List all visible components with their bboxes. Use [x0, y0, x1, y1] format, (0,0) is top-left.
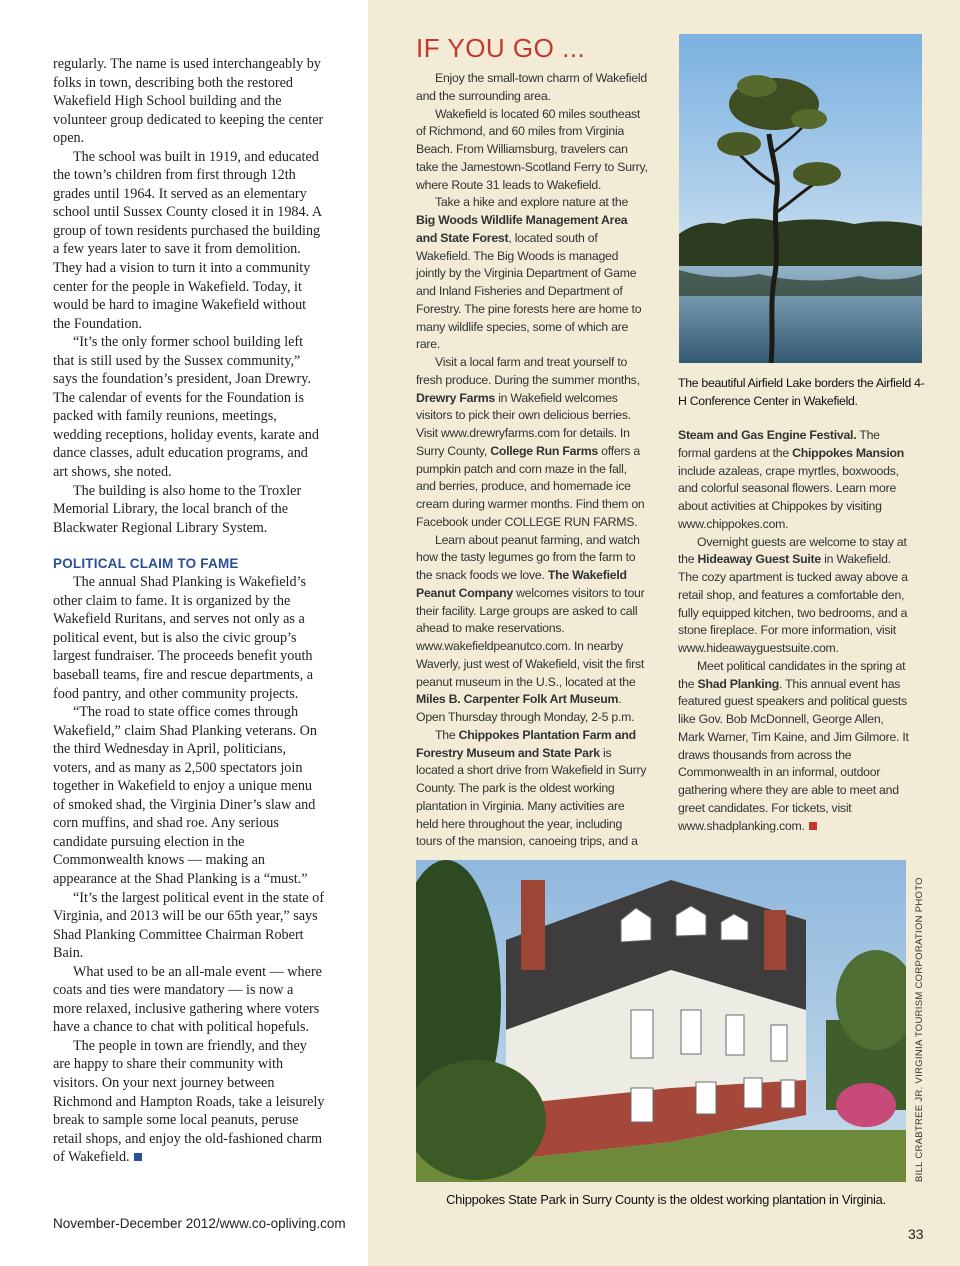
- article-paragraph: The annual Shad Planking is Wakefield’s other claim to fame. It is organized by the Wakefield Ruritans, and serves not only as a political event, but is also the civic group’s largest fundraiser. The proceeds benefit youth baseball teams, fire and rescue departments, a food pantry, and other community projects.: [53, 574, 313, 702]
- place-name: Miles B. Carpenter Folk Art Museum: [416, 692, 619, 707]
- text-run: Learn about peanut farming, and watch how the tasty legumes go from the farm to the snack foods we love.: [416, 532, 640, 582]
- article-paragraph: What used to be an all-male event — where coats and ties were mandatory — is now a more relaxed, inclusive gathering where voters have a chance to chat with political hopefuls.: [53, 963, 322, 1036]
- article-paragraph: “The road to state office comes through Wakefield,” claim Shad Planking veterans. On the third Wednesday in April, politicians, voters, and as many as 2,500 spectators join together in Wakefield to enjoy a unique menu of smoked shad, the Virginia Diner’s slaw and corn muffins, and shad roe. Any serious candidate pursuing election in the Commonwealth knows — making an appearance at the Shad Planking is a “must.”: [53, 704, 318, 887]
- place-name: Big Woods Wildlife Management Area and State Forest: [416, 213, 628, 245]
- text-run: include azaleas, crape myrtles, boxwoods, and colorful seasonal flowers. Learn more about activities at Chippokes by visiting www.chippokes.com.: [678, 463, 899, 531]
- lake-tree-photo: [679, 34, 922, 363]
- text-run: The: [435, 727, 459, 742]
- article-paragraph: The school was built in 1919, and educated the town’s children from first through 12th grades until 1964. It served as an elementary school until Sussex County closed it in 1984. A group of town residents purchased the building a few years later to save it from demolition. They had a vision to turn it into a community center for the people in Wakefield. Today, it would be hard to imagine Wakefield without the Foundation.: [53, 148, 322, 332]
- photo-credit: BILL CRABTREE JR. VIRGINIA TOURISM CORPORATION PHOTO: [914, 877, 925, 1182]
- article-paragraph: “It’s the only former school building left that is still used by the Sussex community,” says the foundation’s president, Joan Drewry. The calendar of events for the Foundation is packed with family reunions, meetings, wedding receptions, holiday events, karate and dance classes, adult education programs, and art shows, she noted.: [53, 334, 319, 481]
- sidebar-paragraph: [416, 354, 649, 532]
- text-run: in Wakefield welcomes visitors to pick their own delicious berries. Visit www.drewryfarms.com for details. In Surry County,: [416, 390, 631, 458]
- sidebar-paragraph: Wakefield is located 60 miles southeast of Richmond, and 60 miles from Virginia Beach. From Williamsburg, travelers can take the Jamestown-Scotland Ferry to Surry, where Route 31 leads to Wakefield.: [416, 106, 648, 192]
- place-name: Chippokes Mansion: [792, 445, 905, 460]
- text-run: Meet political candidates in the spring at the: [678, 658, 906, 691]
- text-run: welcomes visitors to tour their facility. Large groups are asked to call ahead to make reservations. www.wakefieldpeanutco.com. In nearby Waverly, just west of Wakefield, visit the first peanut museum in the U.S., located at the: [416, 585, 645, 689]
- sidebar-paragraph: [678, 658, 912, 836]
- text-run: . Open Thursday through Monday, 2-5 p.m.: [416, 692, 635, 724]
- chippokes-house-photo: [416, 860, 906, 1182]
- sidebar-title: IF YOU GO ...: [416, 33, 586, 63]
- sidebar-paragraph: [678, 534, 912, 658]
- place-name: Drewry Farms: [416, 390, 496, 405]
- place-name: The Wakefield Peanut Company: [416, 568, 627, 600]
- text-run: is located a short drive from Wakefield in Surry County. The park is the oldest working plantation in Virginia. Many activities are held here throughout the year, including tours of the mansion, canoeing trips, and a: [416, 745, 647, 849]
- article-paragraph: [53, 1037, 325, 1167]
- text-run: Take a hike and explore nature at the: [435, 195, 629, 210]
- place-name: Chippokes Plantation Farm and Forestry Museum and State Park: [416, 727, 636, 760]
- text-run: , located south of Wakefield. The Big Woods is managed jointly by the Virginia Department of Game and Inland Fisheries and Department of Forestry. The pine forests here are home to many wildlife species, some of which are rare.: [416, 230, 642, 352]
- folio: November-December 2012/www.co-opliving.com: [53, 1216, 346, 1231]
- text-run: Visit a local farm and treat yourself to fresh produce. During the summer months,: [416, 355, 640, 387]
- sidebar-paragraph: Enjoy the small-town charm of Wakefield and the surrounding area.: [416, 71, 647, 103]
- main-article: [53, 55, 325, 1167]
- text-run: offers a pumpkin patch and corn maze in the fall, and berries, produce, and homemade ice cream during warmer months. Find them on Facebook under COLLEGE RUN FARMS.: [416, 443, 645, 529]
- article-paragraph: The building is also home to the Troxler Memorial Library, the local branch of the Blackwater Regional Library System.: [53, 482, 302, 536]
- place-name: Shad Planking: [697, 676, 779, 691]
- sidebar-paragraph: [416, 194, 649, 354]
- chippokes-house-image: [416, 860, 906, 1182]
- end-of-article-icon: [134, 1153, 142, 1161]
- article-paragraph: regularly. The name is used interchangeably by folks in town, describing both the restored Wakefield High School building and the volunteer group dedicated to keeping the center open.: [53, 56, 324, 147]
- article-paragraph: “It’s the largest political event in the state of Virginia, and 2013 will be our 65th year,” says Shad Planking Committee Chairman Robert Bain.: [53, 889, 325, 962]
- place-name: Steam and Gas Engine Festival.: [678, 428, 857, 442]
- sidebar-paragraph: [416, 727, 649, 851]
- house-photo-caption: Chippokes State Park in Surry County is the oldest working plantation in Virginia.: [446, 1192, 886, 1207]
- sidebar-paragraph: [678, 427, 912, 534]
- article-text: The people in town are friendly, and they are happy to share their community with visitors. On your next journey between Richmond and Hampton Roads, take a leisurely break to sample some local peanuts, peruse retail shops, and enjoy the old-fashioned charm of Wakefield.: [53, 1037, 325, 1166]
- lake-tree-image: [679, 34, 922, 363]
- sidebar-column-1: [416, 70, 649, 851]
- text-run: . This annual event has featured guest speakers and political guests like Gov. Bob McDonnell, George Allen, Mark Warner, Tim Kaine, and Jim Gilmore. It draws thousands from across the Commonwealth in an informal, outdoor gathering where they are able to meet and greet candidates. For tickets, visit www.shadplanking.com.: [678, 676, 909, 833]
- section-heading: POLITICAL CLAIM TO FAME: [53, 556, 239, 572]
- sidebar-column-2: [678, 427, 912, 835]
- tree-photo-caption: The beautiful Airfield Lake borders the Airfield 4-H Conference Center in Wakefield.: [678, 376, 925, 408]
- place-name: Hideaway Guest Suite: [697, 552, 821, 567]
- end-of-sidebar-icon: [809, 822, 817, 830]
- text-run: The formal gardens at the: [678, 428, 880, 460]
- place-name: College Run Farms: [490, 443, 598, 458]
- text-run: Overnight guests are welcome to stay at the: [678, 534, 907, 567]
- sidebar-paragraph: [416, 532, 649, 727]
- page-number: 33: [908, 1226, 924, 1242]
- text-run: in Wakefield. The cozy apartment is tucked away above a retail shop, and features a comfortable den, fully equipped kitchen, two bedrooms, and a stone fireplace. For more information, visit www.hideawayguestsuite.com.: [678, 552, 908, 655]
